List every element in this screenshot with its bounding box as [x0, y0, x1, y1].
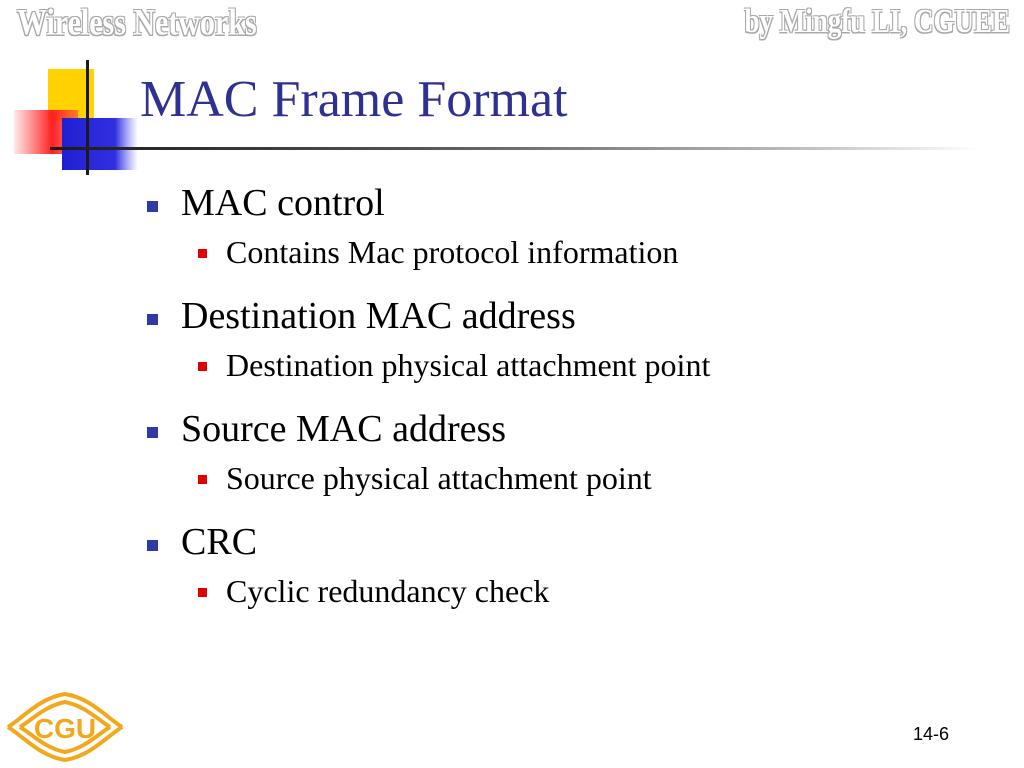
- sub-bullet-text: Destination physical attachment point: [226, 347, 711, 383]
- bullet-list: [140, 178, 1000, 630]
- square-bullet-icon: [147, 314, 158, 325]
- sub-bullet-item: [140, 232, 1000, 291]
- decorative-squares-icon: [0, 60, 150, 180]
- cgu-logo-icon: [0, 686, 130, 768]
- bullet-item: [140, 404, 1000, 458]
- square-bullet-icon: [198, 362, 207, 371]
- bullet-item: [140, 178, 1000, 232]
- bullet-item: [140, 517, 1000, 571]
- sub-bullet-item: [140, 458, 1000, 517]
- bullet-item: [140, 291, 1000, 345]
- sub-bullet-item: [140, 345, 1000, 404]
- bullet-text: CRC: [181, 521, 258, 563]
- square-bullet-icon: [147, 540, 158, 551]
- square-bullet-icon: [147, 201, 158, 212]
- slide-title: MAC Frame Format: [140, 71, 568, 128]
- bullet-text: MAC control: [181, 182, 385, 224]
- square-bullet-icon: [198, 475, 207, 484]
- title-divider: [50, 147, 980, 150]
- square-bullet-icon: [147, 427, 158, 438]
- page-number: 14-6: [912, 724, 949, 744]
- bullet-text: Destination MAC address: [181, 295, 576, 337]
- course-title: Wireless Networks: [17, 2, 257, 44]
- square-bullet-icon: [198, 249, 207, 258]
- sub-bullet-text: Source physical attachment point: [226, 460, 652, 496]
- logo-text: CGU: [33, 713, 97, 744]
- bullet-text: Source MAC address: [181, 408, 507, 450]
- square-bullet-icon: [198, 588, 207, 597]
- sub-bullet-text: Contains Mac protocol information: [226, 234, 679, 270]
- sub-bullet-item: [140, 571, 1000, 630]
- author-credit: by Mingfu LI, CGUEE: [744, 2, 1010, 40]
- sub-bullet-text: Cyclic redundancy check: [226, 573, 550, 609]
